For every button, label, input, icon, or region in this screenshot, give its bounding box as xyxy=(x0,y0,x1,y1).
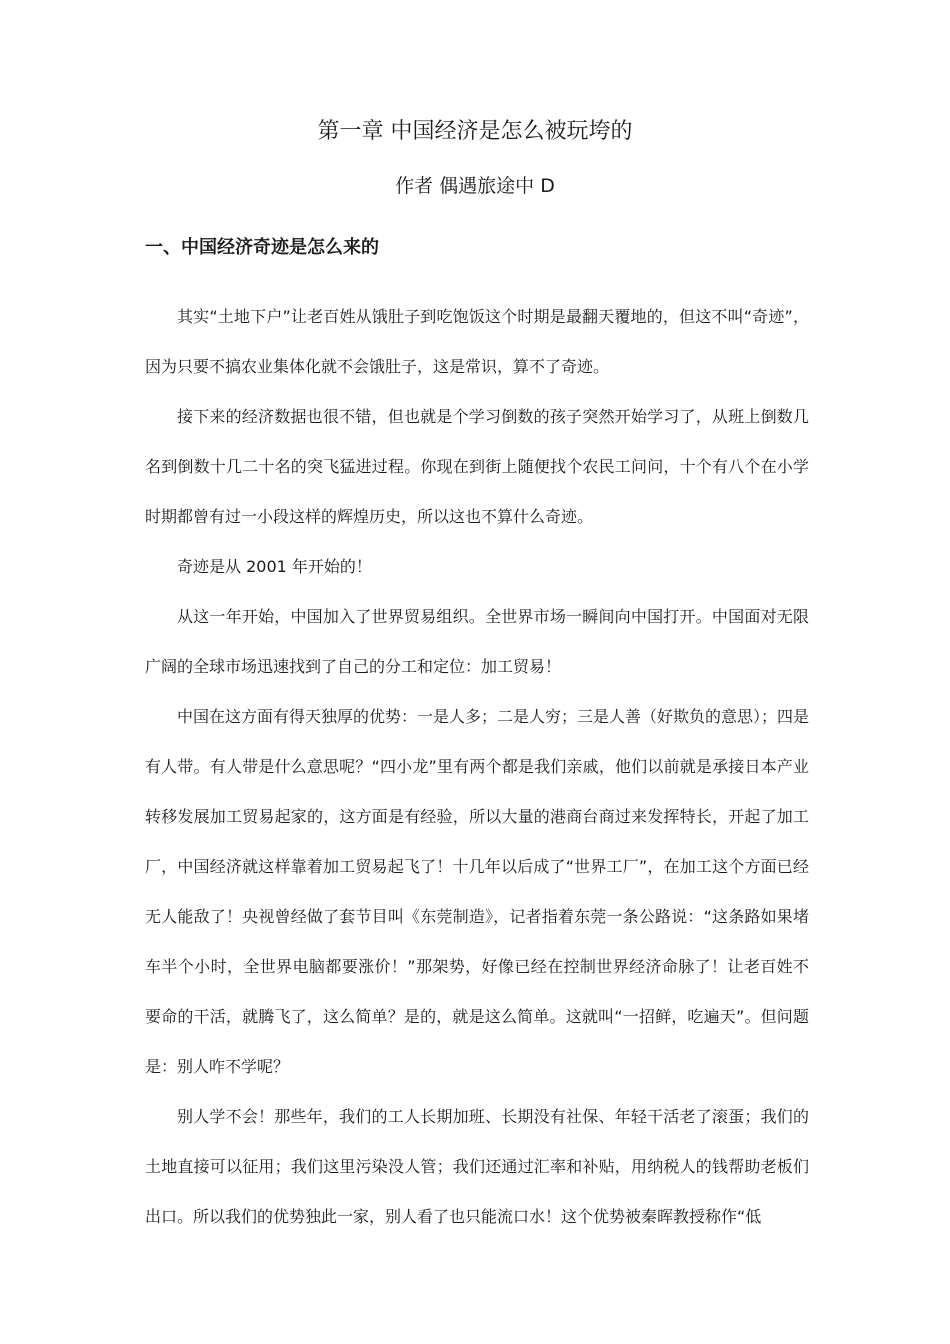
document-body xyxy=(145,292,809,1242)
paragraph: 接下来的经济数据也很不错，但也就是个学习倒数的孩子突然开始学习了，从班上倒数几名到倒数十几二十名的突飞猛进过程。你现在到街上随便找个农民工问问，十个有八个在小学时期都曾有过一小段这样的辉煌历史，所以这也不算什么奇迹。 xyxy=(145,407,809,526)
paragraph: 中国在这方面有得天独厚的优势：一是人多；二是人穷；三是人善（好欺负的意思）；四是有人带。有人带是什么意思呢？“四小龙”里有两个都是我们亲戚，他们以前就是承接日本产业转移发展加工贸易起家的，这方面是有经验，所以大量的港商台商过来发挥特长，开起了加工厂，中国经济就这样靠着加工贸易起飞了！十几年以后成了“世界工厂”，在加工这个方面已经无人能敌了！央视曾经做了套节目叫《东莞制造》，记者指着东莞一条公路说：“这条路如果堵车半个小时，全世界电脑都要涨价！”那架势，好像已经在控制世界经济命脉了！让老百姓不要命的干活，就腾飞了，这么简单？是的，就是这么简单。这就叫“一招鲜，吃遍天”。但问题是：别人咋不学呢？ xyxy=(145,707,810,1076)
paragraph: 别人学不会！那些年，我们的工人长期加班、长期没有社保、年轻干活老了滚蛋；我们的土地直接可以征用；我们这里污染没人管；我们还通过汇率和补贴，用纳税人的钱帮助老板们出口。所以我们的优势独此一家，别人看了也只能流口水！这个优势被秦晖教授称作“低 xyxy=(145,1107,809,1226)
section-heading: 一、中国经济奇迹是怎么来的 xyxy=(145,237,379,258)
paragraph: 其实“土地下户”让老百姓从饿肚子到吃饱饭这个时期是最翻天覆地的，但这不叫“奇迹”，因为只要不搞农业集体化就不会饿肚子，这是常识，算不了奇迹。 xyxy=(145,307,809,376)
chapter-title: 第一章 中国经济是怎么被玩垮的 xyxy=(317,119,633,144)
paragraph: 奇迹是从 2001 年开始的！ xyxy=(177,557,372,576)
author-line: 作者 偶遇旅途中 D xyxy=(395,175,555,197)
paragraph: 从这一年开始，中国加入了世界贸易组织。全世界市场一瞬间向中国打开。中国面对无限广阔的全球市场迅速找到了自己的分工和定位：加工贸易！ xyxy=(145,607,809,676)
